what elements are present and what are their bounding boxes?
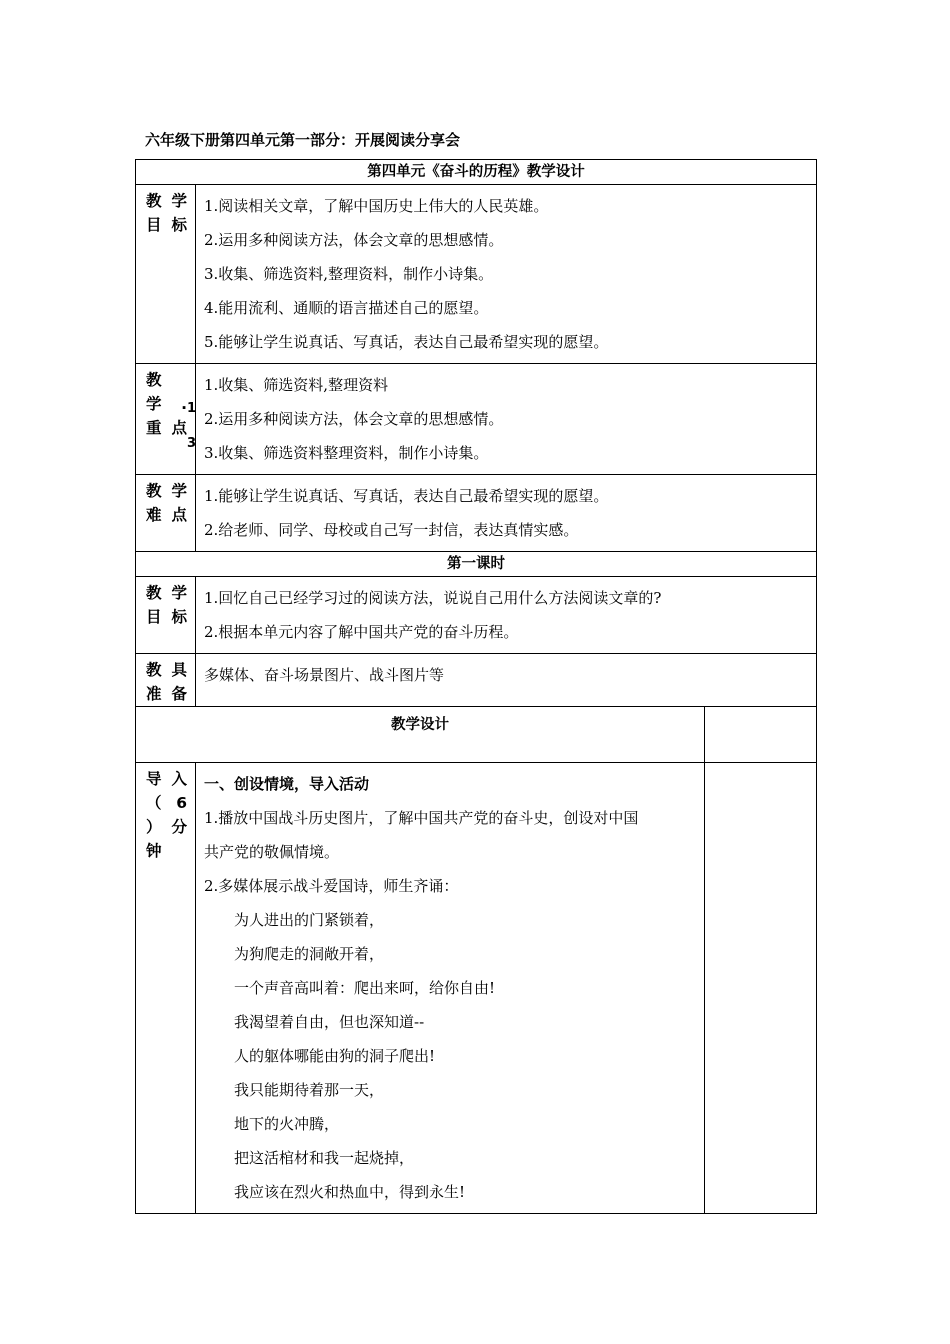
list-item: 4.能用流利、通顺的语言描述自己的愿望。 [204,299,489,317]
tools-row [136,654,817,707]
poem-line: 我应该在烈火和热血中，得到永生! [234,1183,466,1201]
list-item: 2.根据本单元内容了解中国共产党的奋斗历程。 [204,623,519,641]
tools-content [196,654,817,707]
list-item: 1.回忆自己已经学习过的阅读方法，说说自己用什么方法阅读文章的? [204,589,662,607]
table-title-row [136,160,817,185]
poem-line: 我只能期待着那一天， [234,1081,385,1099]
poem-line: 把这活棺材和我一起烧掉， [234,1149,415,1167]
table-title: 第四单元《奋斗的历程》教学设计 [136,160,817,185]
document-heading: 六年级下册第四单元第一部分：开展阅读分享会 [145,131,461,149]
lesson-goals-label: 教 学 目 标 [136,577,196,654]
lesson-plan-table [135,159,817,1214]
poem-line: 一个声音高叫着：爬出来呵，给你自由! [234,979,496,997]
tools-text: 多媒体、奋斗场景图片、战斗图片等 [204,666,445,684]
key-points-row [136,364,817,475]
list-item: 1.阅读相关文章，了解中国历史上伟大的人民英雄。 [204,197,549,215]
design-title-row [136,707,817,763]
intro-label: 导 入 （ 6 ） 分 钟 [136,763,196,1214]
paragraph-line: 共产党的敬佩情境。 [204,843,340,861]
tools-label: 教 具 准 备 [136,654,196,707]
stray-mark: 1 [187,401,197,416]
list-item: 2.运用多种阅读方法，体会文章的思想感情。 [204,231,504,249]
poem-line: 为人进出的门紧锁着， [234,911,385,929]
list-item: 3.收集、筛选资料整理资料，制作小诗集。 [204,444,489,462]
lesson-title-row [136,552,817,577]
paragraph-line: 2.多媒体展示战斗爱国诗，师生齐诵： [204,877,459,895]
key-points-label: 教 学. 重 点 1 3 [136,364,196,475]
difficulties-row [136,475,817,552]
difficulties-content [196,475,817,552]
list-item: 5.能够让学生说真话、写真话，表达自己最希望实现的愿望。 [204,333,609,351]
goals-label: 教 学 目 标 [136,185,196,364]
poem-line: 为狗爬走的洞敞开着， [234,945,385,963]
poem-line: 地下的火冲腾， [234,1115,340,1133]
lesson-goals-row [136,577,817,654]
list-item: 1.收集、筛选资料,整理资料 [204,376,389,394]
key-points-content [196,364,817,475]
paragraph-line: 1.播放中国战斗历史图片，了解中国共产党的奋斗史，创设对中国 [204,809,639,827]
stray-mark: 3 [187,436,197,451]
list-item: 1.能够让学生说真话、写真话，表达自己最希望实现的愿望。 [204,487,609,505]
difficulties-label: 教 学 难 点 [136,475,196,552]
lesson-goals-content [196,577,817,654]
poem-line: 我渴望着自由，但也深知道-- [234,1013,425,1031]
goals-content [196,185,817,364]
intro-content [196,763,705,1214]
notes-cell [705,707,817,763]
intro-row [136,763,817,1214]
design-title: 教学设计 [136,707,705,763]
list-item: 2.运用多种阅读方法，体会文章的思想感情。 [204,410,504,428]
list-item: 2.给老师、同学、母校或自己写一封信，表达真情实感。 [204,521,579,539]
section-title: 一、创设情境，导入活动 [204,775,370,793]
notes-cell [705,763,817,1214]
goals-row [136,185,817,364]
list-item: 3.收集、筛选资料,整理资料，制作小诗集。 [204,265,494,283]
lesson-title: 第一课时 [136,552,817,577]
poem-line: 人的躯体哪能由狗的洞子爬出! [234,1047,436,1065]
